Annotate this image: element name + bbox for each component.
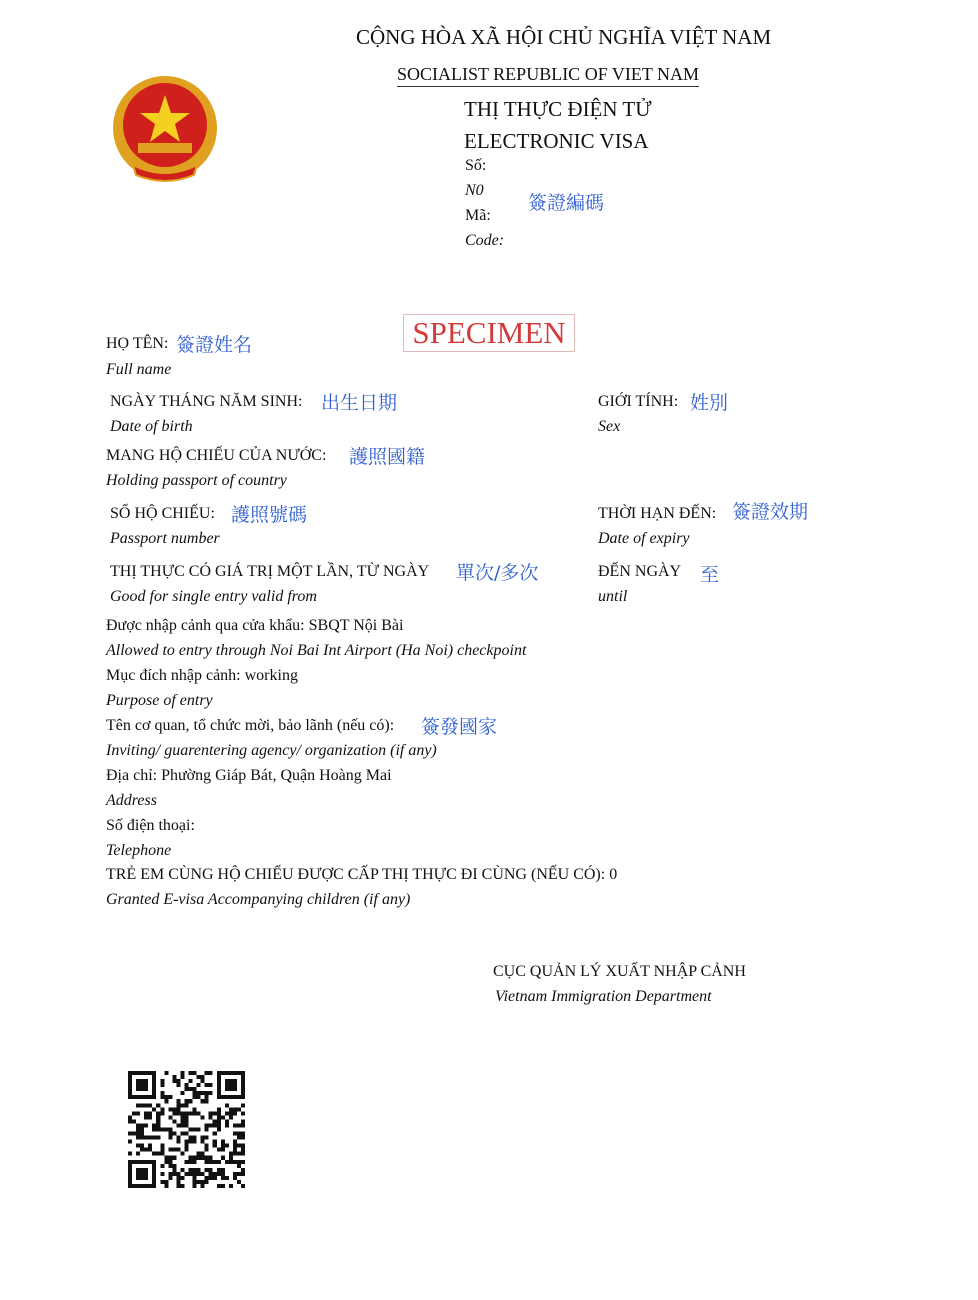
dob-label: NGÀY THÁNG NĂM SINH: bbox=[110, 393, 303, 410]
national-emblem-icon bbox=[108, 73, 222, 187]
purpose-text: Mục đích nhập cảnh: working bbox=[106, 667, 298, 684]
country-name-en: SOCIALIST REPUBLIC OF VIET NAM bbox=[397, 64, 699, 87]
department-name-vi: CỤC QUẢN LÝ XUẤT NHẬP CẢNH bbox=[493, 963, 746, 980]
qr-code bbox=[128, 1071, 245, 1188]
checkpoint-text-en: Allowed to entry through Noi Bai Int Airport (Ha Noi) checkpoint bbox=[106, 642, 527, 659]
expiry-label-en: Date of expiry bbox=[598, 530, 690, 547]
passport-number-label-en: Passport number bbox=[110, 530, 220, 547]
nationality-label-en: Holding passport of country bbox=[106, 472, 287, 489]
code-label-vi: Mã: bbox=[465, 207, 491, 224]
number-label-vi: Số: bbox=[465, 157, 487, 174]
full-name-label-en: Full name bbox=[106, 361, 172, 378]
visa-title-en: ELECTRONIC VISA bbox=[464, 129, 649, 153]
nationality-label: MANG HỘ CHIẾU CỦA NƯỚC: bbox=[106, 447, 327, 464]
until-label-en: until bbox=[598, 588, 628, 605]
children-text: TRẺ EM CÙNG HỘ CHIẾU ĐƯỢC CẤP THỊ THỰC ĐI CÙNG (NẾU CÓ): 0 bbox=[106, 866, 618, 883]
phone-label-en: Telephone bbox=[106, 842, 172, 859]
visa-title-vi: THỊ THỰC ĐIỆN TỬ bbox=[464, 97, 652, 121]
dob-value: 出生日期 bbox=[321, 392, 398, 414]
until-label: ĐẾN NGÀY bbox=[598, 563, 682, 580]
checkpoint-text: Được nhập cảnh qua cửa khẩu: SBQT Nội Bài bbox=[106, 617, 404, 634]
expiry-value: 簽證效期 bbox=[732, 501, 809, 523]
department-name-en: Vietnam Immigration Department bbox=[495, 988, 712, 1005]
agency-value: 簽發國家 bbox=[421, 716, 498, 738]
agency-label-en: Inviting/ guarentering agency/ organization (if any) bbox=[106, 742, 437, 759]
phone-label: Số điện thoại: bbox=[106, 817, 195, 834]
address-text: Địa chỉ: Phường Giáp Bát, Quận Hoàng Mai bbox=[106, 767, 392, 784]
sex-label-en: Sex bbox=[598, 418, 621, 435]
full-name-label: HỌ TÊN: bbox=[106, 335, 169, 352]
passport-number-label: SỐ HỘ CHIẾU: bbox=[110, 505, 215, 522]
entry-type-value: 單次/多次 bbox=[456, 562, 539, 584]
purpose-label-en: Purpose of entry bbox=[106, 692, 213, 709]
dob-label-en: Date of birth bbox=[110, 418, 193, 435]
country-name-vi: CỘNG HÒA XÃ HỘI CHỦ NGHĨA VIỆT NAM bbox=[356, 25, 772, 49]
code-label-en: Code: bbox=[465, 232, 505, 249]
valid-from-label: THỊ THỰC CÓ GIÁ TRỊ MỘT LẦN, TỪ NGÀY bbox=[110, 563, 430, 580]
until-value: 至 bbox=[700, 564, 720, 586]
expiry-label: THỜI HẠN ĐẾN: bbox=[598, 505, 717, 522]
valid-from-label-en: Good for single entry valid from bbox=[110, 588, 317, 605]
children-label-en: Granted E-visa Accompanying children (if any) bbox=[106, 891, 411, 908]
full-name-value: 簽證姓名 bbox=[176, 334, 253, 356]
specimen-stamp: SPECIMEN bbox=[403, 314, 575, 352]
address-label-en: Address bbox=[106, 792, 157, 809]
sex-label: GIỚI TÍNH: bbox=[598, 393, 679, 410]
visa-code-value: 簽證編碼 bbox=[528, 192, 605, 214]
nationality-value: 護照國籍 bbox=[349, 446, 426, 468]
number-label-en: N0 bbox=[465, 182, 484, 199]
agency-label: Tên cơ quan, tổ chức mời, bảo lãnh (nếu có): bbox=[106, 717, 395, 734]
passport-number-value: 護照號碼 bbox=[231, 504, 308, 526]
sex-value: 姓別 bbox=[690, 392, 729, 414]
